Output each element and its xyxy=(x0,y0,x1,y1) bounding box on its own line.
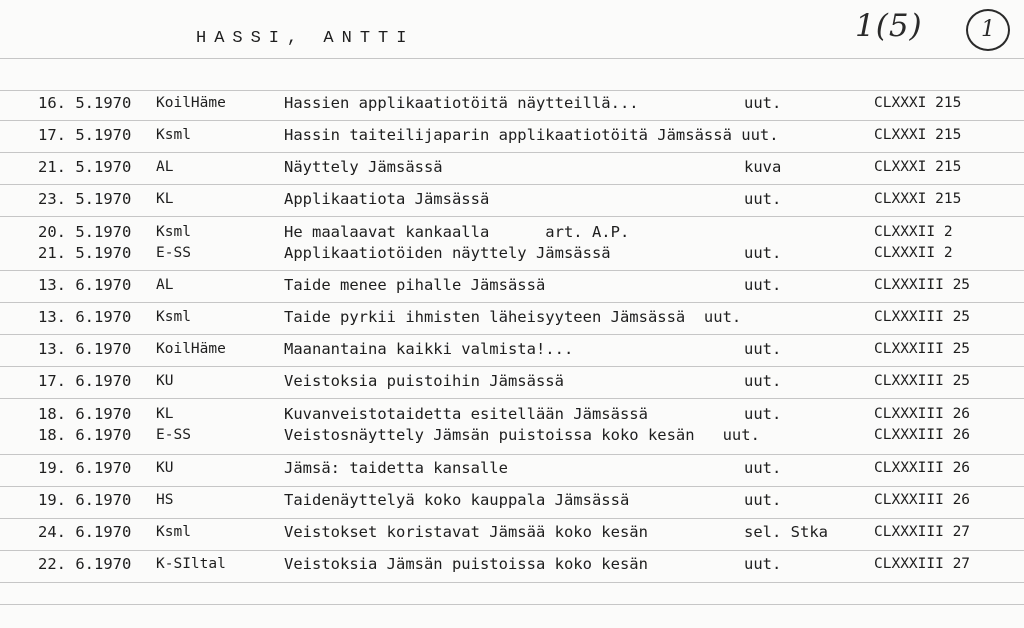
entry-title: Jämsä: taidetta kansalle xyxy=(284,459,508,477)
card-heading-name: HASSI, ANTTI xyxy=(196,29,415,48)
entry-publication: AL xyxy=(156,277,174,293)
entry-date: 17. 5.1970 xyxy=(38,126,132,144)
entry-publication: Ksml xyxy=(156,309,191,325)
entry-title: Veistokset koristavat Jämsää koko kesän xyxy=(284,523,648,541)
ruled-line xyxy=(0,604,1024,605)
clipping-entry xyxy=(0,521,1024,543)
entry-publication: Ksml xyxy=(156,127,191,143)
entry-publication: KL xyxy=(156,191,174,207)
ruled-line xyxy=(0,398,1024,399)
entry-publication: K-SIltal xyxy=(156,556,226,572)
entry-title: Veistoksia Jämsän puistoissa koko kesän xyxy=(284,555,648,573)
clipping-entry xyxy=(0,221,1024,243)
clipping-entry xyxy=(0,124,1024,146)
ruled-line xyxy=(0,518,1024,519)
clipping-entry xyxy=(0,457,1024,479)
page-marker-handwritten: 1(5) xyxy=(855,8,923,44)
entry-date: 13. 6.1970 xyxy=(38,308,132,326)
ruled-line xyxy=(0,270,1024,271)
entry-title: Näyttely Jämsässä xyxy=(284,158,443,176)
entry-type: uut. xyxy=(744,555,782,573)
entry-archive-ref: CLXXXIII 27 xyxy=(874,524,971,540)
entry-title: Taide pyrkii ihmisten läheisyyteen Jämsässä uut. xyxy=(284,308,742,326)
entry-archive-ref: CLXXXIII 26 xyxy=(874,460,971,476)
ruled-line xyxy=(0,582,1024,583)
entry-archive-ref: CLXXXI 215 xyxy=(874,159,962,175)
entry-date: 13. 6.1970 xyxy=(38,276,132,294)
entry-type: kuva xyxy=(744,158,782,176)
entry-type: uut. xyxy=(744,190,782,208)
ruled-line xyxy=(0,90,1024,91)
entry-type: uut. xyxy=(744,459,782,477)
clipping-entry xyxy=(0,553,1024,575)
entry-title: He maalaavat kankaalla art. A.P. xyxy=(284,223,630,241)
entry-archive-ref: CLXXXIII 27 xyxy=(874,556,971,572)
entry-date: 21. 5.1970 xyxy=(38,244,132,262)
entry-title: Hassin taiteilijaparin applikaatiotöitä Jämsässä uut. xyxy=(284,126,779,144)
clipping-entry xyxy=(0,424,1024,446)
entry-title: Kuvanveistotaidetta esitellään Jämsässä xyxy=(284,405,648,423)
entry-type: uut. xyxy=(744,491,782,509)
entry-date: 18. 6.1970 xyxy=(38,405,132,423)
entry-archive-ref: CLXXXI 215 xyxy=(874,127,962,143)
ruled-line xyxy=(0,216,1024,217)
entry-title: Veistoksia puistoihin Jämsässä xyxy=(284,372,564,390)
entry-date: 24. 6.1970 xyxy=(38,523,132,541)
entry-title: Hassien applikaatiotöitä näytteillä... xyxy=(284,94,639,112)
entry-title: Taide menee pihalle Jämsässä xyxy=(284,276,546,294)
entry-title: Maanantaina kaikki valmista!... xyxy=(284,340,574,358)
entry-date: 22. 6.1970 xyxy=(38,555,132,573)
entry-title: Applikaatiota Jämsässä xyxy=(284,190,490,208)
entry-archive-ref: CLXXXIII 25 xyxy=(874,341,971,357)
entry-archive-ref: CLXXXIII 26 xyxy=(874,492,971,508)
clipping-entry xyxy=(0,489,1024,511)
entry-publication: E-SS xyxy=(156,427,191,443)
entry-archive-ref: CLXXXIII 26 xyxy=(874,427,971,443)
entry-publication: Ksml xyxy=(156,524,191,540)
entry-publication: KL xyxy=(156,406,174,422)
entry-archive-ref: CLXXXII 2 xyxy=(874,224,953,240)
clipping-entry xyxy=(0,338,1024,360)
entry-archive-ref: CLXXXI 215 xyxy=(874,191,962,207)
card-number-circled: 1 xyxy=(966,9,1010,51)
ruled-line xyxy=(0,334,1024,335)
entry-type: uut. xyxy=(744,244,782,262)
ruled-line xyxy=(0,486,1024,487)
entry-date: 21. 5.1970 xyxy=(38,158,132,176)
clipping-entry xyxy=(0,92,1024,114)
entry-date: 17. 6.1970 xyxy=(38,372,132,390)
entry-date: 16. 5.1970 xyxy=(38,94,132,112)
clipping-entry xyxy=(0,370,1024,392)
entry-archive-ref: CLXXXIII 26 xyxy=(874,406,971,422)
clipping-entry xyxy=(0,274,1024,296)
entry-date: 18. 6.1970 xyxy=(38,426,132,444)
entry-publication: HS xyxy=(156,492,174,508)
entry-publication: KU xyxy=(156,373,174,389)
ruled-line xyxy=(0,302,1024,303)
ruled-line xyxy=(0,58,1024,59)
entry-date: 13. 6.1970 xyxy=(38,340,132,358)
entry-archive-ref: CLXXXII 2 xyxy=(874,245,953,261)
entry-type: uut. xyxy=(744,340,782,358)
entry-publication: KoilHäme xyxy=(156,341,226,357)
entry-type: uut. xyxy=(744,372,782,390)
entry-publication: AL xyxy=(156,159,174,175)
ruled-line xyxy=(0,184,1024,185)
entry-publication: Ksml xyxy=(156,224,191,240)
entry-date: 23. 5.1970 xyxy=(38,190,132,208)
clipping-entry xyxy=(0,242,1024,264)
entry-date: 19. 6.1970 xyxy=(38,459,132,477)
entry-title: Taidenäyttelyä koko kauppala Jämsässä xyxy=(284,491,630,509)
entry-title: Veistosnäyttely Jämsän puistoissa koko kesän uut. xyxy=(284,426,760,444)
entry-type: sel. Stka xyxy=(744,523,828,541)
ruled-line xyxy=(0,454,1024,455)
entry-archive-ref: CLXXXIII 25 xyxy=(874,277,971,293)
entry-publication: KU xyxy=(156,460,174,476)
ruled-line xyxy=(0,550,1024,551)
entry-type: uut. xyxy=(744,276,782,294)
ruled-line xyxy=(0,152,1024,153)
entry-publication: KoilHäme xyxy=(156,95,226,111)
entry-date: 20. 5.1970 xyxy=(38,223,132,241)
clipping-entry xyxy=(0,403,1024,425)
entry-title: Applikaatiotöiden näyttely Jämsässä xyxy=(284,244,611,262)
clipping-entry xyxy=(0,188,1024,210)
clipping-entry xyxy=(0,306,1024,328)
entry-date: 19. 6.1970 xyxy=(38,491,132,509)
ruled-line xyxy=(0,366,1024,367)
entry-archive-ref: CLXXXI 215 xyxy=(874,95,962,111)
ruled-line xyxy=(0,120,1024,121)
entry-type: uut. xyxy=(744,405,782,423)
entry-archive-ref: CLXXXIII 25 xyxy=(874,309,971,325)
clipping-entry xyxy=(0,156,1024,178)
entry-type: uut. xyxy=(744,94,782,112)
entry-archive-ref: CLXXXIII 25 xyxy=(874,373,971,389)
entry-publication: E-SS xyxy=(156,245,191,261)
